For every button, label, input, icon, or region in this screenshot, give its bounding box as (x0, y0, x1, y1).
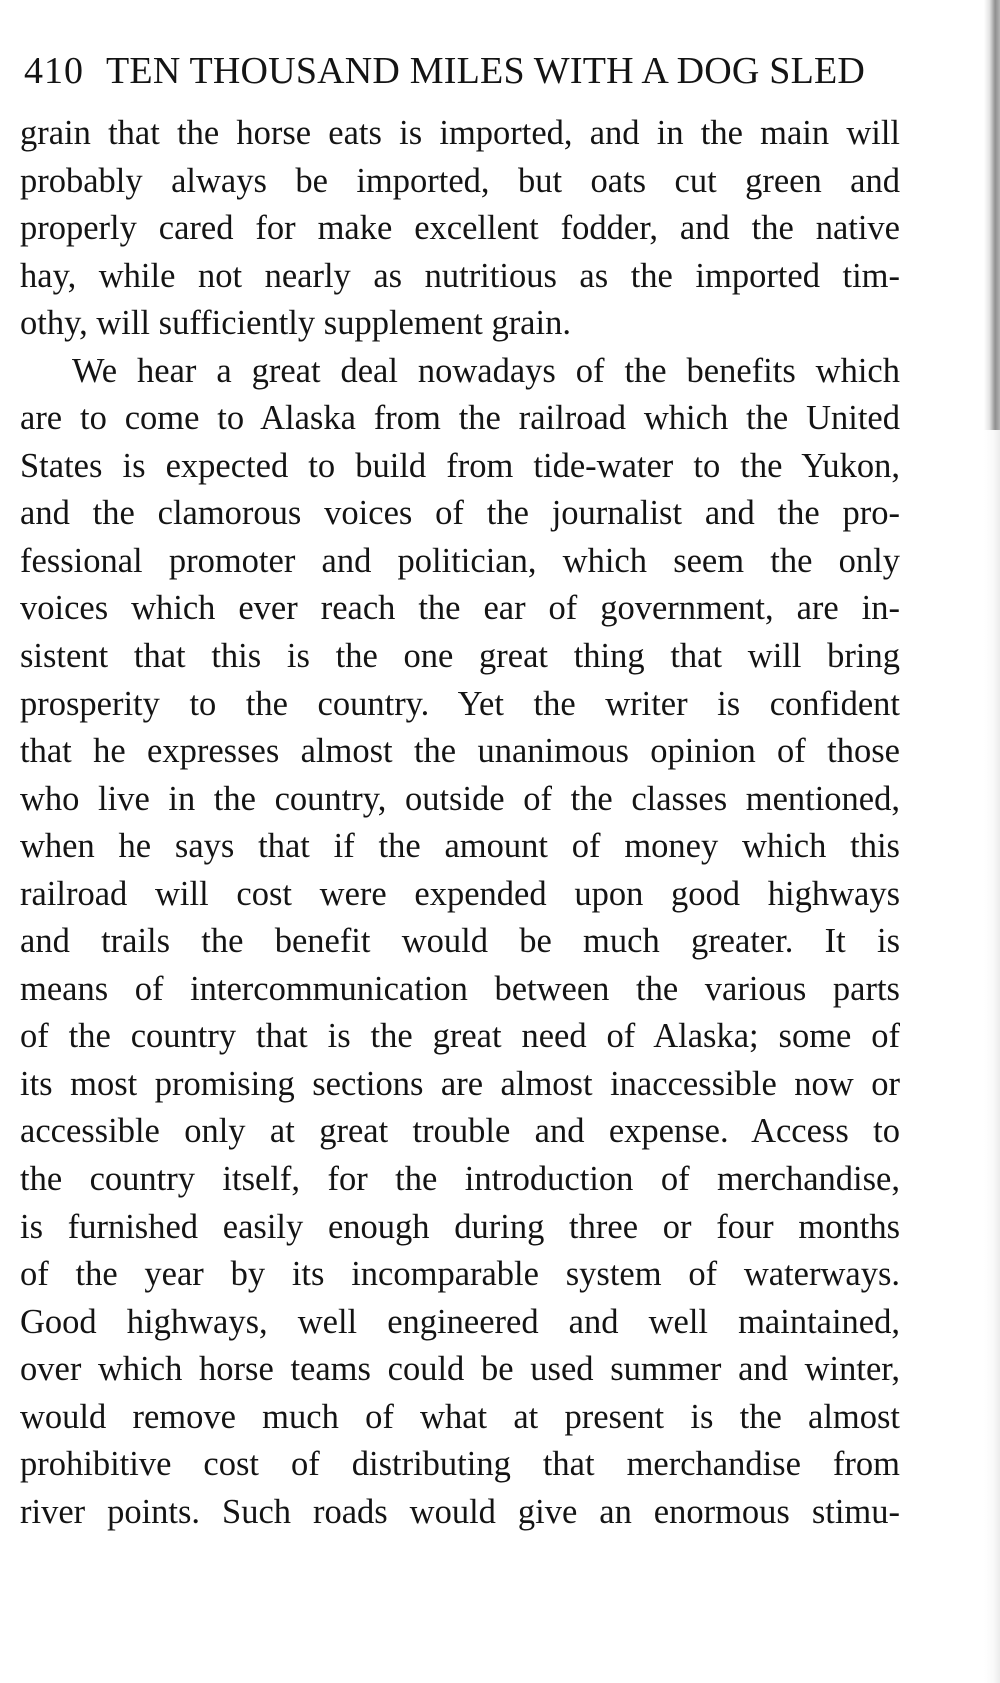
text-line: river points. Such roads would give an enormous stimu- (20, 1492, 900, 1531)
paragraph-start-line: We hear a great deal nowadays of the benefits which (72, 351, 900, 390)
text-line: of the year by its incomparable system of waterways. (20, 1255, 900, 1294)
text-line: accessible only at great trouble and expense. Access to (20, 1112, 900, 1151)
text-line: probably always be imported, but oats cut green and (20, 161, 900, 200)
page-number: 410 (24, 50, 84, 92)
text-line: the country itself, for the introduction of merchandise, (20, 1160, 900, 1199)
text-line: when he says that if the amount of money which this (20, 827, 900, 866)
text-line: its most promising sections are almost inaccessible now or (20, 1064, 900, 1103)
text-line: hay, while not nearly as nutritious as the imported tim- (20, 256, 900, 295)
text-line: prohibitive cost of distributing that merchandise from (20, 1445, 900, 1484)
text-line: are to come to Alaska from the railroad which the United (20, 399, 900, 438)
running-title: TEN THOUSAND MILES WITH A DOG SLED (106, 50, 866, 92)
text-line: Good highways, well engineered and well maintained, (20, 1302, 900, 1341)
text-line: is furnished easily enough during three or four months (20, 1207, 900, 1246)
text-line: grain that the horse eats is imported, and in the main will (20, 114, 900, 152)
text-line: railroad will cost were expended upon good highways (20, 874, 900, 913)
text-line: of the country that is the great need of Alaska; some of (20, 1017, 900, 1056)
text-line: who live in the country, outside of the classes mentioned, (20, 779, 900, 818)
text-line: othy, will sufficiently supplement grain. (20, 304, 571, 343)
text-line: means of intercommunication between the various parts (20, 969, 900, 1008)
body-text (20, 110, 900, 1536)
running-head (24, 46, 904, 96)
page-edge-shadow (984, 430, 1000, 1683)
text-line: prosperity to the country. Yet the writer is confident (20, 684, 900, 723)
text-line: over which horse teams could be used summer and winter, (20, 1350, 900, 1389)
text-line: and trails the benefit would be much greater. It is (20, 922, 900, 961)
text-line: sistent that this is the one great thing that will bring (20, 637, 900, 676)
text-line: properly cared for make excellent fodder, and the native (20, 209, 900, 248)
page-binding-shadow (984, 0, 1000, 430)
text-line: States is expected to build from tide-water to the Yukon, (20, 446, 900, 485)
text-line: and the clamorous voices of the journalist and the pro- (20, 494, 900, 533)
text-line: would remove much of what at present is the almost (20, 1397, 900, 1436)
text-line: that he expresses almost the unanimous opinion of those (20, 732, 900, 771)
text-line: voices which ever reach the ear of government, are in- (20, 589, 900, 628)
text-line: fessional promoter and politician, which seem the only (20, 541, 900, 580)
